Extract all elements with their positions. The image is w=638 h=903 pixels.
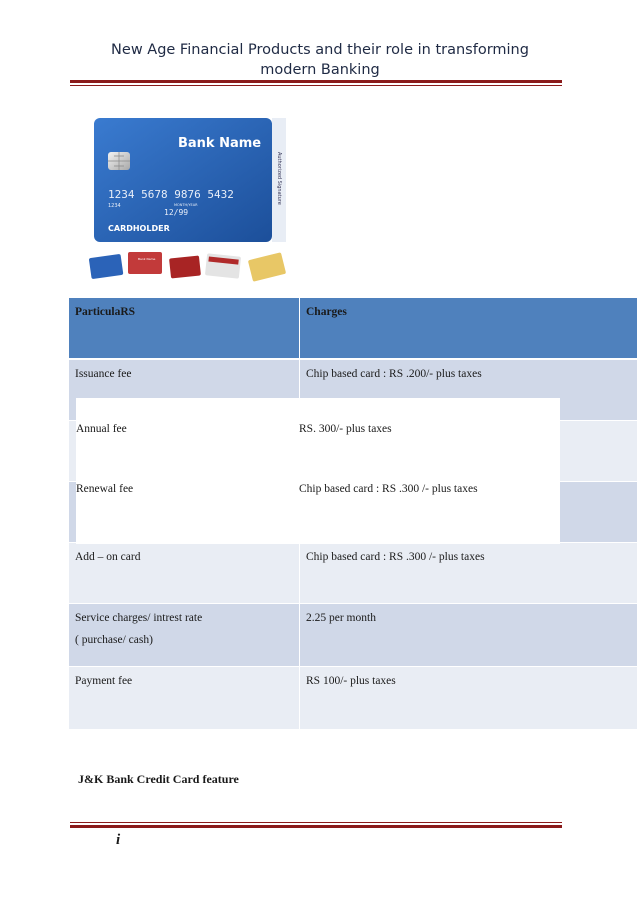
row-particular-annual: Annual fee — [76, 423, 127, 435]
card-holder: CARDHOLDER — [108, 224, 170, 233]
row-particular-renewal: Renewal fee — [76, 483, 134, 495]
header-title-line2: modern Banking — [260, 62, 380, 78]
footer-rule — [70, 822, 562, 828]
card-side-text: Authorized Signature — [276, 152, 282, 205]
table-overlay-box — [76, 398, 560, 544]
row-particular: Add – on card — [69, 543, 300, 604]
card-number: 1234 5678 9876 5432 — [108, 188, 234, 201]
card-small-number: 1234 — [108, 203, 121, 209]
row-particular-line2: ( purchase/ cash) — [75, 634, 153, 646]
page-header — [80, 40, 560, 80]
row-particular — [69, 604, 300, 667]
row-particular: Issuance fee — [69, 359, 300, 421]
feature-heading: J&K Bank Credit Card feature — [78, 772, 239, 786]
row-particular-line1: Service charges/ intrest rate — [75, 612, 203, 624]
table-header-row — [69, 298, 638, 360]
row-charge-annual: RS. 300/- plus taxes — [299, 423, 392, 435]
header-particulars: ParticulaRS — [69, 298, 300, 360]
table-row — [69, 543, 638, 604]
header-title-line1: New Age Financial Products and their role in transforming — [111, 42, 529, 58]
header-charges: Charges — [300, 298, 638, 360]
card-valid-label: MONTH/YEAR — [174, 203, 198, 207]
row-charge: RS 100/- plus taxes — [300, 667, 638, 730]
row-charge-renewal: Chip based card : RS .300 /- plus taxes — [299, 483, 478, 495]
card-valid-thru: 12/99 — [164, 208, 189, 217]
card-bank-name: Bank Name — [178, 136, 262, 151]
row-charge: Chip based card : RS .300 /- plus taxes — [300, 543, 638, 604]
row-charge: Chip based card : RS .200/- plus taxes — [300, 359, 638, 421]
table-row — [69, 667, 638, 730]
svg-text:Bank Name: Bank Name — [138, 257, 156, 261]
row-particular: Payment fee — [69, 667, 300, 730]
table-row — [69, 604, 638, 667]
row-charge: 2.25 per month — [300, 604, 638, 667]
credit-card-image — [86, 112, 296, 282]
small-cards-row — [89, 252, 286, 282]
header-rule — [70, 80, 562, 86]
page-number: i — [116, 832, 121, 848]
